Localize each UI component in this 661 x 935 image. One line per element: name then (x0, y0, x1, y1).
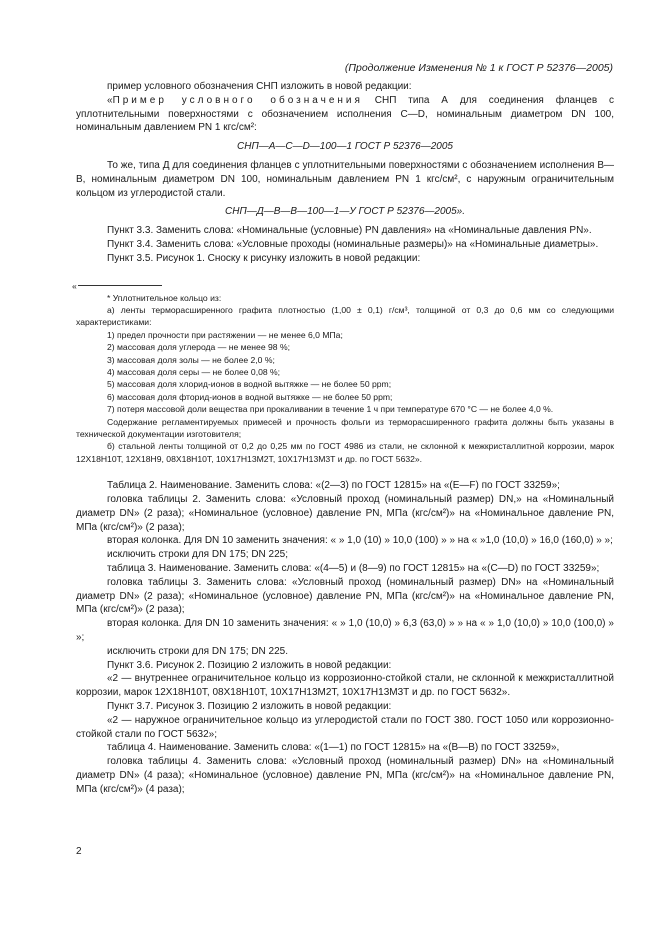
paragraph: «2 — наружное ограничительное кольцо из углеродистой стали по ГОСТ 380. ГОСТ 1050 или коррозионно-стойкой стали по ГОСТ 5632»; (76, 714, 614, 740)
footnote-line: 2) массовая доля углерода — не менее 98 %; (107, 342, 290, 353)
designation-example: СНП—А—С—D—100—1 ГОСТ Р 52376—2005 (237, 141, 453, 153)
spacer (76, 266, 614, 280)
footnote-line: 1) предел прочности при растяжении — не менее 6,0 МПа; (107, 329, 343, 340)
quote-mark: « (72, 280, 77, 291)
paragraph-text: СНП типа А для соединения фланцев с уплотнительными поверхностями с обозначением исполнения С—D, номинальным диаметром DN 100, номинальным давлением PN 1 кгс/см²: (76, 94, 614, 134)
footnote-block (76, 292, 614, 466)
quote-mark: « (107, 94, 113, 106)
paragraph: «2 — внутреннее ограничительное кольцо из коррозионно-стойкой стали, не склонной к межкристаллитной коррозии, марок 12Х18Н10Т, 08Х18Н10Т, 10Х17Н13М2Т, 10Х17Н13М3Т и др. по ГОСТ 5632». (76, 673, 614, 699)
paragraph: таблица 4. Наименование. Заменить слова: «(1—1) по ГОСТ 12815» на «(В—В) по ГОСТ 33259», (107, 742, 560, 754)
running-header: (Продолжение Изменения № 1 к ГОСТ Р 52376—2005) (344, 62, 613, 74)
footnote-line: б) стальной ленты толщиной от 0,2 до 0,25 мм по ГОСТ 4986 из стали, не склонной к межкристаллитной коррозии, марок 12Х18Н10Т, 12Х18Н9, 08Х18Н10Т, 10Х17Н13М2Т, 10Х17Н13М3Т и др. по ГОСТ 5632». (76, 441, 614, 464)
paragraph: таблица 3. Наименование. Заменить слова: «(4—5) и (8—9) по ГОСТ 12815» на «(С—D) по ГОСТ 33259»; (107, 563, 600, 575)
paragraph: То же, типа Д для соединения фланцев с уплотнительными поверхностями с обозначением исполнения В—В, номинальным диаметром DN 100, номинальным давлением PN 1 кгс/см², с наружным ограничительным кольцом из углеродистой стали. (76, 159, 614, 199)
footnote-line: 3) массовая доля золы — не более 2,0 %; (107, 354, 275, 365)
spaced-heading: Пример условного обозначения (112, 94, 363, 106)
paragraph: головка таблицы 4. Заменить слова: «Условный проход (номинальный размер) DN» на «Номинальный диаметр DN» (4 раза); «Номинальное (условное) давление PN, МПа (кгс/см²)» на «Номинальное давление PN, МПа (кгс/см²)» (4 раза); (76, 756, 614, 795)
paragraph: Пункт 3.6. Рисунок 2. Позицию 2 изложить в новой редакции: (107, 659, 392, 671)
paragraph: головка таблицы 3. Заменить слова: «Условный проход (номинальный размер) DN» на «Номинальный диаметр DN» (2 раза); «Номинальное (условное) давление PN, МПа (кгс/см²)» на «Номинальное давление PN, МПа (кгс/см²)» (2 раза); (76, 576, 614, 616)
paragraph: Пункт 3.3. Заменить слова: «Номинальные (условные) PN давления» на «Номинальные давления PN». (107, 225, 592, 237)
paragraph: Пункт 3.4. Заменить слова: «Условные проходы (номинальные размеры)» на «Номинальные диаметры». (107, 238, 599, 250)
document-body (72, 80, 614, 797)
footnote-line: * Уплотнительное кольцо из: (107, 292, 222, 303)
paragraph: вторая колонка. Для DN 10 заменить значения: « » 1,0 (10,0) » 6,3 (63,0) » » на « » 1,0 (10,0) » 10,0 (100,0) » »; (76, 618, 614, 644)
paragraph: головка таблицы 2. Заменить слова: «Условный проход (номинальный размер) DN,» на «Номинальный диаметр DN» (2 раза); «Номинальное (условное) давление PN, МПа (кгс/см²)» на «Номинальное давление PN, МПа (кгс/см²)» (2 раза); (76, 494, 614, 533)
footnote-line: а) ленты терморасширенного графита плотностью (1,00 ± 0,1) г/см³, толщиной от 0,3 до 0,6 мм со следующими характеристиками: (76, 304, 614, 328)
footnote-line: 5) массовая доля хлорид-ионов в водной вытяжке — не более 50 ppm; (107, 379, 392, 390)
paragraph: Таблица 2. Наименование. Заменить слова: «(2—3) по ГОСТ 12815» на «(Е—F) по ГОСТ 33259»; (107, 480, 560, 492)
footnote-line: 7) потеря массовой доли вещества при прокаливании в течение 1 ч при температуре 670 °С — не более 4,0 %. (107, 404, 554, 415)
footnote-line: 4) массовая доля серы — не более 0,08 %; (107, 367, 281, 377)
paragraph: исключить строки для DN 175; DN 225; (107, 549, 289, 561)
footnote-line: Содержание регламентируемых примесей и прочность фольги из терморасширенного графита должны быть указаны в технической документации изготовителя; (76, 416, 614, 440)
footnote-separator (72, 280, 614, 292)
separator-line (78, 285, 162, 286)
paragraph: Пункт 3.5. Рисунок 1. Сноску к рисунку изложить в новой редакции: (107, 252, 421, 264)
designation-example: СНП—Д—В—В—100—1—У ГОСТ Р 52376—2005». (225, 206, 465, 218)
footnote-line: 6) массовая доля фторид-ионов в водной вытяжке — не более 50 ppm; (107, 391, 393, 402)
paragraph: вторая колонка. Для DN 10 заменить значения: « » 1,0 (10) » 10,0 (100) » » на « »1,0 (10,0) » 16,0 (160,0) » »; (107, 535, 613, 547)
page-number: 2 (76, 846, 82, 857)
paragraph: исключить строки для DN 175; DN 225. (107, 645, 289, 657)
paragraph: пример условного обозначения СНП изложить в новой редакции: (107, 81, 412, 92)
example-paragraph (76, 94, 614, 135)
spacer (76, 465, 614, 479)
paragraph: Пункт 3.7. Рисунок 3. Позицию 2 изложить в новой редакции: (107, 701, 392, 712)
